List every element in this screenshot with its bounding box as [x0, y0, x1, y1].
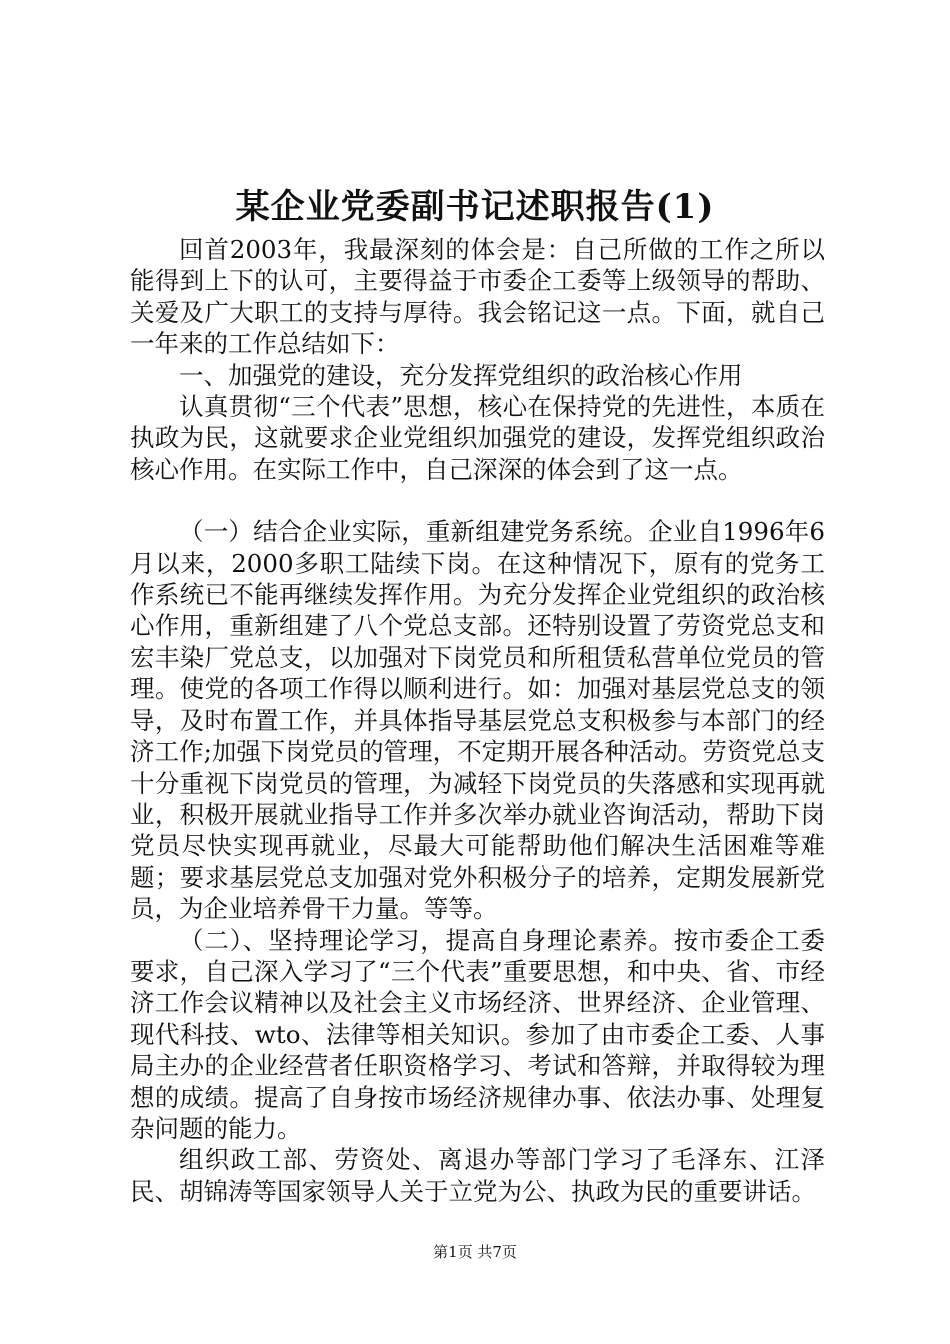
paragraph-subsection-1: （一）结合企业实际，重新组建党务系统。企业自1996年6月以来，2000多职工陆续下岗。在这种情况下，原有的党务工作系统已不能再继续发挥作用。为充分发挥企业党组织的政治核心作用，重新组建了八个党总支部。还特别设置了劳资党总支和宏丰染厂党总支，以加强对下岗党员和所租赁私营单位党员的管理。使党的各项工作得以顺利进行。如：加强对基层党总支的领导，及时布置工作，并具体指导基层党总支积极参与本部门的经济工作;加强下岗党员的管理，不定期开展各种活动。劳资党总支十分重视下岗党员的管理，为减轻下岗党员的失落感和实现再就业，积极开展就业指导工作并多次举办就业咨询活动，帮助下岗党员尽快实现再就业，尽最大可能帮助他们解决生活困难等难题；要求基层党总支加强对党外积极分子的培养，定期发展新党员，为企业培养骨干力量。等等。 — [130, 517, 825, 924]
document-body — [130, 234, 825, 1207]
document-title: 某企业党委副书记述职报告(1) — [235, 187, 715, 227]
page-indicator: 第1页 共7页 — [433, 1243, 517, 1261]
paragraph-subsection-2: （二）、坚持理论学习，提高自身理论素养。按市委企工委要求，自己深入学习了“三个代表”重要思想，和中央、省、市经济工作会议精神以及社会主义市场经济、世界经济、企业管理、现代科技、wto、法律等相关知识。参加了由市委企工委、人事局主办的企业经营者任职资格学习、考试和答辩，并取得较为理想的成绩。提高了自身按市场经济规律办事、依法办事、处理复杂问题的能力。 — [130, 925, 825, 1143]
paragraph-study-organization: 组织政工部、劳资处、离退办等部门学习了毛泽东、江泽民、胡锦涛等国家领导人关于立党为公、执政为民的重要讲话。 — [130, 1145, 825, 1206]
section-heading-1: 一、加强党的建设，充分发挥党组织的政治核心作用 — [179, 360, 743, 390]
paragraph-three-represents: 认真贯彻“三个代表”思想，核心在保持党的先进性，本质在执政为民，这就要求企业党组织加强党的建设，发挥党组织政治核心作用。在实际工作中，自己深深的体会到了这一点。 — [130, 392, 825, 484]
paragraph-intro: 回首2003年，我最深刻的体会是：自己所做的工作之所以能得到上下的认可，主要得益于市委企工委等上级领导的帮助、关爱及广大职工的支持与厚待。我会铭记这一点。下面，就自己一年来的工作总结如下： — [130, 235, 825, 359]
